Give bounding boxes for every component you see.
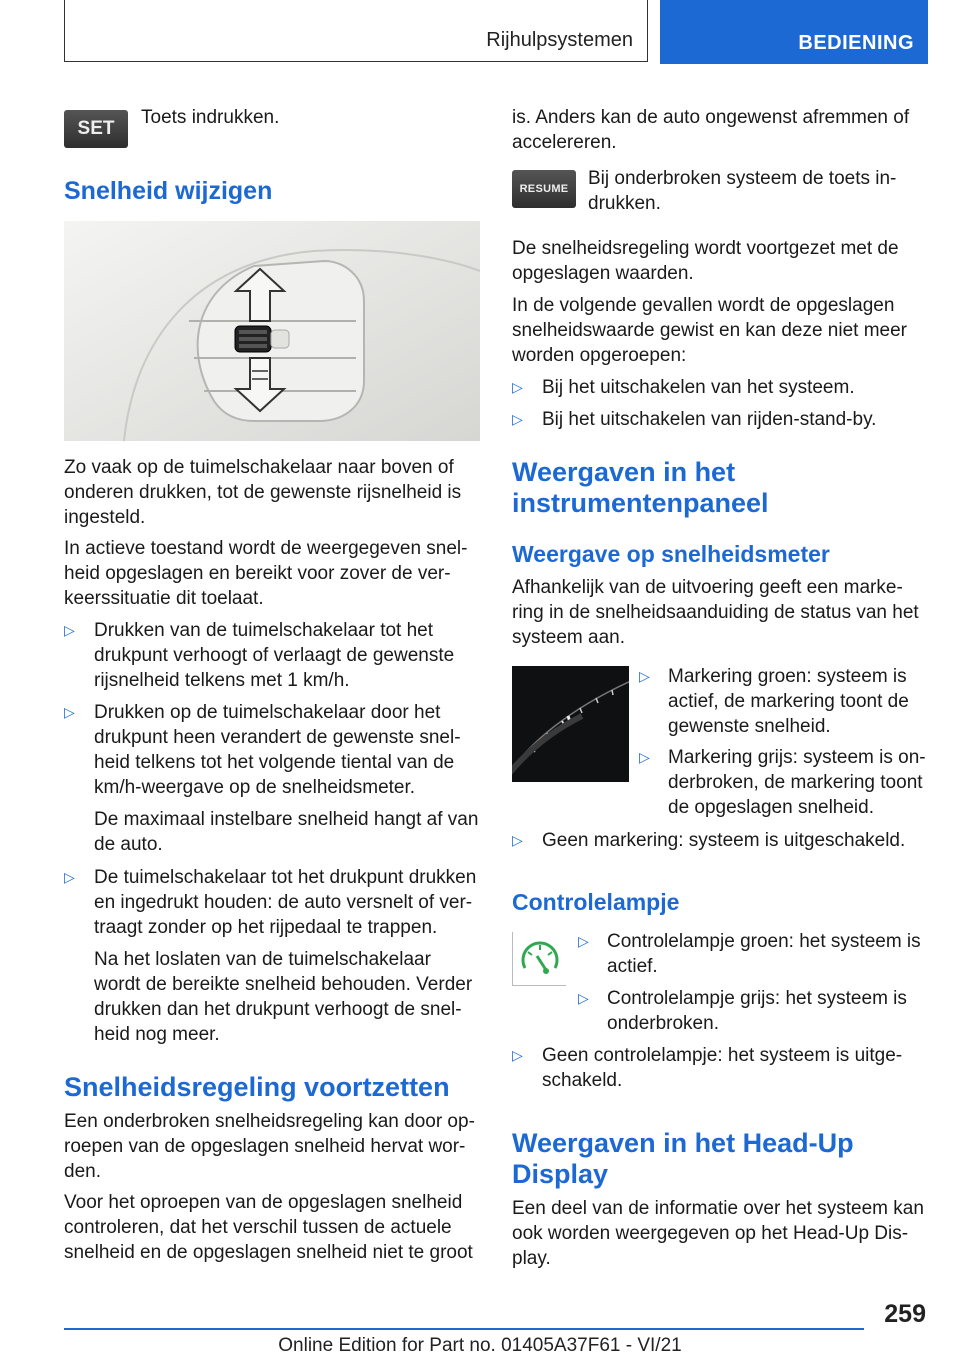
line: Een onderbroken snelheidsregeling kan door op- bbox=[64, 1111, 475, 1132]
line: controleren, dat het verschil tussen de actuele bbox=[64, 1217, 452, 1238]
line: traagt zonder op het rijpedaal te trappen. bbox=[94, 917, 438, 938]
heading-snelheid-wijzigen: Snelheid wijzigen bbox=[64, 177, 273, 205]
para-continued bbox=[512, 105, 909, 155]
triangle-bullet-icon: ▷ bbox=[578, 933, 589, 949]
section-title: Rijhulpsystemen bbox=[486, 29, 633, 51]
heading-weergaven-instrumentenpaneel bbox=[512, 457, 769, 519]
resume-button-icon: RESUME bbox=[512, 170, 576, 208]
line: derbroken, de markering toont bbox=[668, 772, 923, 793]
list-item bbox=[64, 865, 484, 1047]
line: ook worden weergegeven op het Head-Up Dis- bbox=[512, 1223, 909, 1244]
line: Na het loslaten van de tuimelschakelaar bbox=[94, 949, 431, 970]
line: den. bbox=[64, 1161, 101, 1182]
line: ring in de snelheidsaanduiding de status van het bbox=[512, 602, 919, 623]
para-gewist bbox=[512, 293, 907, 368]
line: de auto. bbox=[94, 834, 163, 855]
para-tuimel-2 bbox=[64, 536, 467, 611]
line: drukpunt heen verandert de gewenste snel- bbox=[94, 727, 461, 748]
list-text: Geen markering: systeem is uitgeschakeld. bbox=[542, 830, 906, 851]
speed-control-indicator-icon bbox=[513, 932, 567, 986]
list-item bbox=[512, 407, 928, 432]
chapter-title: BEDIENING bbox=[798, 32, 914, 54]
triangle-bullet-icon: ▷ bbox=[639, 749, 650, 765]
line: Voor het oproepen van de opgeslagen snelheid bbox=[64, 1192, 463, 1213]
line: de opgeslagen snelheid. bbox=[668, 797, 875, 818]
speedometer-marking-illustration bbox=[512, 666, 629, 782]
line: onderbroken. bbox=[607, 1013, 719, 1034]
line: Bij onderbroken systeem de toets in- bbox=[588, 168, 897, 189]
line: Drukken op de tuimelschakelaar door het bbox=[94, 702, 441, 723]
line: worden opgeroepen: bbox=[512, 345, 687, 366]
list-item bbox=[512, 1043, 928, 1093]
line: play. bbox=[512, 1248, 551, 1269]
line: km/h-weergave op de snelheidsmeter. bbox=[94, 777, 416, 798]
list-item bbox=[639, 664, 939, 739]
line: actief, de markering toont de bbox=[668, 691, 909, 712]
line: is. Anders kan de auto ongewenst afremmen of bbox=[512, 107, 910, 128]
list-text: Bij het uitschakelen van het systeem. bbox=[542, 377, 855, 398]
triangle-bullet-icon: ▷ bbox=[512, 832, 523, 848]
resume-instruction bbox=[588, 166, 896, 216]
line: heid nog meer. bbox=[94, 1024, 220, 1045]
list-item bbox=[639, 745, 939, 820]
edition-note: Online Edition for Part no. 01405A37F61 - VI/21 bbox=[278, 1335, 682, 1356]
line: snelheid en de opgeslagen snelheid niet te groot bbox=[64, 1242, 473, 1263]
page-header bbox=[64, 0, 928, 64]
line: Markering groen: systeem is bbox=[668, 666, 907, 687]
steering-switch-illustration bbox=[64, 221, 480, 441]
heading-snelheidsregeling-voortzetten: Snelheidsregeling voortzetten bbox=[64, 1072, 450, 1102]
line: snelheidswaarde gewist en kan deze niet meer bbox=[512, 320, 908, 341]
line: ingesteld. bbox=[64, 507, 146, 528]
set-button-icon: SET bbox=[64, 110, 128, 148]
triangle-bullet-icon: ▷ bbox=[64, 869, 75, 885]
para-voortgezet bbox=[512, 236, 899, 286]
line: In de volgende gevallen wordt de opgeslagen bbox=[512, 295, 895, 316]
line: In actieve toestand wordt de weergegeven snel- bbox=[64, 538, 468, 559]
line: De tuimelschakelaar tot het drukpunt drukken bbox=[94, 867, 477, 888]
line: instrumentenpaneel bbox=[512, 488, 769, 518]
line: opgeslagen waarden. bbox=[512, 263, 694, 284]
line: heid opgeslagen en bereikt voor zover de ver- bbox=[64, 563, 451, 584]
line: schakeld. bbox=[542, 1070, 623, 1091]
line: Zo vaak op de tuimelschakelaar naar boven of bbox=[64, 457, 454, 478]
line: Weergaven in het bbox=[512, 457, 736, 487]
line: De snelheidsregeling wordt voortgezet met de bbox=[512, 238, 899, 259]
line: onderen drukken, tot de gewenste rijsnelheid is bbox=[64, 482, 462, 503]
line: accelereren. bbox=[512, 132, 617, 153]
line: rijsnelheid telkens met 1 km/h. bbox=[94, 670, 350, 691]
speedometer-image bbox=[512, 666, 629, 782]
page-number: 259 bbox=[884, 1300, 926, 1328]
line: wordt de bereikte snelheid behouden. Verder bbox=[94, 974, 473, 995]
heading-weergave-snelheidsmeter: Weergave op snelheidsmeter bbox=[512, 541, 830, 567]
line: Controlelampje groen: het systeem is bbox=[607, 931, 921, 952]
line: drukken. bbox=[588, 193, 661, 214]
heading-head-up-display bbox=[512, 1128, 854, 1190]
line: Een deel van de informatie over het systeem kan bbox=[512, 1198, 924, 1219]
para-voortzetten-2 bbox=[64, 1190, 473, 1265]
line: gewenste snelheid. bbox=[668, 716, 831, 737]
line: keerssituatie dit toelaat. bbox=[64, 588, 264, 609]
para-markering bbox=[512, 575, 919, 650]
line: Weergaven in het Head-Up bbox=[512, 1128, 854, 1158]
triangle-bullet-icon: ▷ bbox=[512, 379, 523, 395]
line: systeem aan. bbox=[512, 627, 625, 648]
line: Display bbox=[512, 1159, 609, 1189]
section-tab bbox=[64, 0, 648, 62]
line: Geen controlelampje: het systeem is uitge- bbox=[542, 1045, 903, 1066]
list-item bbox=[512, 828, 928, 853]
triangle-bullet-icon: ▷ bbox=[64, 622, 75, 638]
para-voortzetten-1 bbox=[64, 1109, 475, 1184]
list-item bbox=[578, 986, 938, 1036]
triangle-bullet-icon: ▷ bbox=[512, 411, 523, 427]
indicator-lamp-icon bbox=[512, 932, 566, 986]
line: en ingedrukt houden: de auto versnelt of ver- bbox=[94, 892, 473, 913]
triangle-bullet-icon: ▷ bbox=[639, 668, 650, 684]
steering-wheel-image bbox=[64, 221, 480, 441]
line: Markering grijs: systeem is on- bbox=[668, 747, 926, 768]
list-item bbox=[64, 700, 480, 857]
line: drukpunt verhoogt of verlaagt de gewenste bbox=[94, 645, 455, 666]
list-text: Bij het uitschakelen van rijden-stand-by. bbox=[542, 409, 877, 430]
list-item bbox=[64, 618, 480, 693]
line: roepen van de opgeslagen snelheid hervat wor- bbox=[64, 1136, 466, 1157]
line: Controlelampje grijs: het systeem is bbox=[607, 988, 907, 1009]
triangle-bullet-icon: ▷ bbox=[64, 704, 75, 720]
para-hud bbox=[512, 1196, 924, 1271]
footer-rule bbox=[64, 1328, 864, 1330]
para-tuimel-1 bbox=[64, 455, 461, 530]
triangle-bullet-icon: ▷ bbox=[512, 1047, 523, 1063]
list-item bbox=[578, 929, 938, 979]
line: heid telkens tot het volgende tiental van de bbox=[94, 752, 455, 773]
triangle-bullet-icon: ▷ bbox=[578, 990, 589, 1006]
line: Drukken van de tuimelschakelaar tot het bbox=[94, 620, 434, 641]
chapter-tab bbox=[660, 0, 928, 64]
line: drukken dan het drukpunt verhoogt de snel- bbox=[94, 999, 462, 1020]
list-item bbox=[512, 375, 928, 400]
line: De maximaal instelbare snelheid hangt af van bbox=[94, 809, 479, 830]
line: Afhankelijk van de uitvoering geeft een marke- bbox=[512, 577, 903, 598]
set-instruction: Toets indrukken. bbox=[141, 107, 280, 128]
line: actief. bbox=[607, 956, 658, 977]
heading-controlelampje: Controlelampje bbox=[512, 889, 680, 915]
